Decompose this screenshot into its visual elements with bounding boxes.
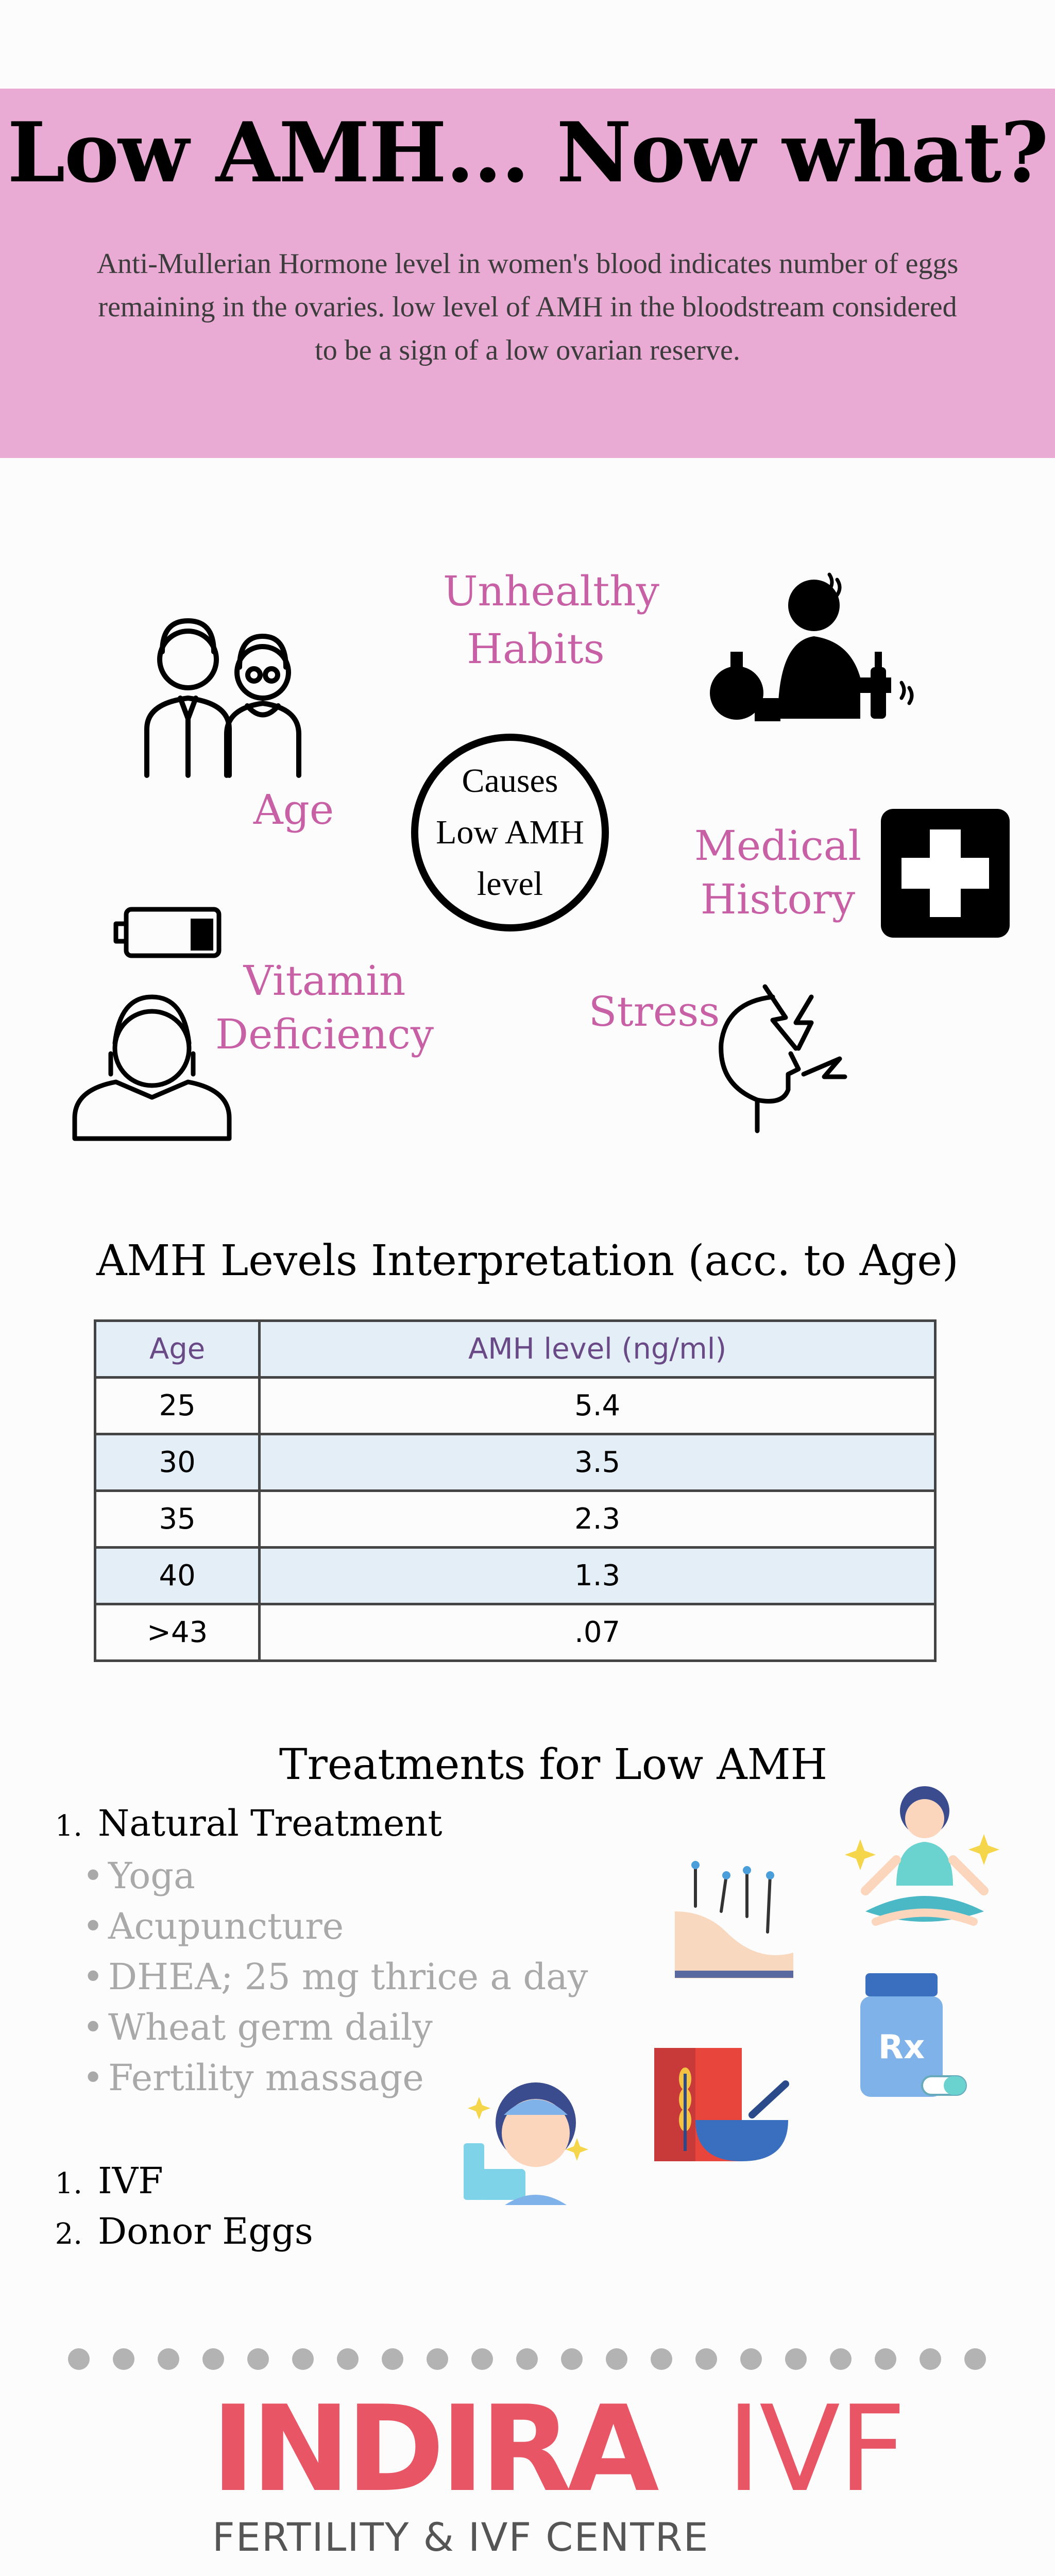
divider-dot	[516, 2348, 538, 2370]
causes-center-circle: Causes Low AMH level	[411, 734, 609, 931]
age-cell: 25	[95, 1378, 260, 1434]
treatments-title: Treatments for Low AMH	[279, 1740, 828, 1789]
medical-cross-icon	[878, 806, 1012, 940]
divider-dot	[920, 2348, 941, 2370]
donor-eggs-item: 2. Donor Eggs	[55, 2210, 313, 2252]
brand-tagline: FERTILITY & IVF CENTRE	[212, 2514, 709, 2560]
age-cell: 30	[95, 1434, 260, 1491]
medicine-bottle-icon	[855, 1968, 968, 2102]
list-item: • Acupuncture	[82, 1905, 344, 1947]
page-subtitle: Anti-Mullerian Hormone level in women's blood indicates number of eggs remaining in the ovaries. low level of AMH in the bloodstream considered to be a sign of a low ovarian reserve.	[96, 248, 959, 366]
cause-vitamin-deficiency: Vitamin Deficiency	[215, 957, 434, 1058]
divider-dot	[292, 2348, 314, 2370]
divider-dot	[606, 2348, 627, 2370]
page-title: Low AMH... Now what?	[7, 104, 1048, 201]
table-row	[95, 1434, 935, 1491]
svg-text:Rx: Rx	[878, 2028, 925, 2066]
divider-dot	[247, 2348, 269, 2370]
divider-dot	[158, 2348, 179, 2370]
list-item: • DHEA; 25 mg thrice a day	[82, 1956, 588, 1998]
amh-levels-table	[94, 1319, 937, 1662]
divider-dot	[382, 2348, 403, 2370]
cause-age: Age	[253, 786, 334, 834]
divider-dot	[68, 2348, 90, 2370]
amh-cell: 2.3	[260, 1491, 935, 1548]
table-row	[95, 1548, 935, 1604]
divider-dot	[427, 2348, 448, 2370]
divider-dot	[337, 2348, 359, 2370]
amh-cell: 1.3	[260, 1548, 935, 1604]
ivf-item: 1. IVF	[55, 2160, 163, 2202]
cause-stress: Stress	[588, 988, 720, 1036]
smoking-drinking-icon	[706, 569, 938, 724]
elderly-couple-icon	[131, 616, 317, 781]
divider-dot	[830, 2348, 852, 2370]
low-battery-woman-icon	[67, 904, 232, 1141]
amh-cell: .07	[260, 1604, 935, 1661]
header-amh-level: AMH level (ng/ml)	[260, 1321, 935, 1378]
brand-logo-ivf: IVF	[726, 2381, 905, 2518]
age-cell: >43	[95, 1604, 260, 1661]
wheat-germ-bowl-icon	[649, 2043, 793, 2166]
acupuncture-icon	[670, 1855, 798, 1984]
divider-dot	[561, 2348, 583, 2370]
header-banner	[0, 89, 1055, 458]
natural-treatment-heading: 1. Natural Treatment	[55, 1802, 443, 1844]
divider-dot	[785, 2348, 807, 2370]
table-row	[95, 1604, 935, 1661]
divider-dot	[651, 2348, 672, 2370]
divider-dot	[695, 2348, 717, 2370]
divider-dot	[740, 2348, 762, 2370]
table-row	[95, 1491, 935, 1548]
age-cell: 40	[95, 1548, 260, 1604]
table-header-row	[95, 1321, 935, 1378]
brand-logo-indira: INDIRA	[211, 2381, 655, 2518]
header-age: Age	[95, 1321, 260, 1378]
massage-face-icon	[458, 2066, 598, 2205]
age-cell: 35	[95, 1491, 260, 1548]
divider-dot	[202, 2348, 224, 2370]
table-title: AMH Levels Interpretation (acc. to Age)	[96, 1236, 959, 1285]
amh-cell: 5.4	[260, 1378, 935, 1434]
list-item: • Fertility massage	[82, 2057, 424, 2099]
list-item: • Yoga	[82, 1855, 195, 1897]
list-item: • Wheat germ daily	[82, 2006, 433, 2048]
stress-head-icon	[708, 981, 853, 1136]
table-row	[95, 1378, 935, 1434]
yoga-meditation-icon	[845, 1783, 1005, 1937]
divider-dot	[964, 2348, 986, 2370]
cause-unhealthy-habits: Unhealthy Habits	[443, 567, 659, 673]
amh-cell: 3.5	[260, 1434, 935, 1491]
cause-medical-history: Medical History	[694, 822, 862, 923]
divider-dot	[113, 2348, 134, 2370]
divider-dot	[875, 2348, 896, 2370]
divider-dot	[471, 2348, 493, 2370]
